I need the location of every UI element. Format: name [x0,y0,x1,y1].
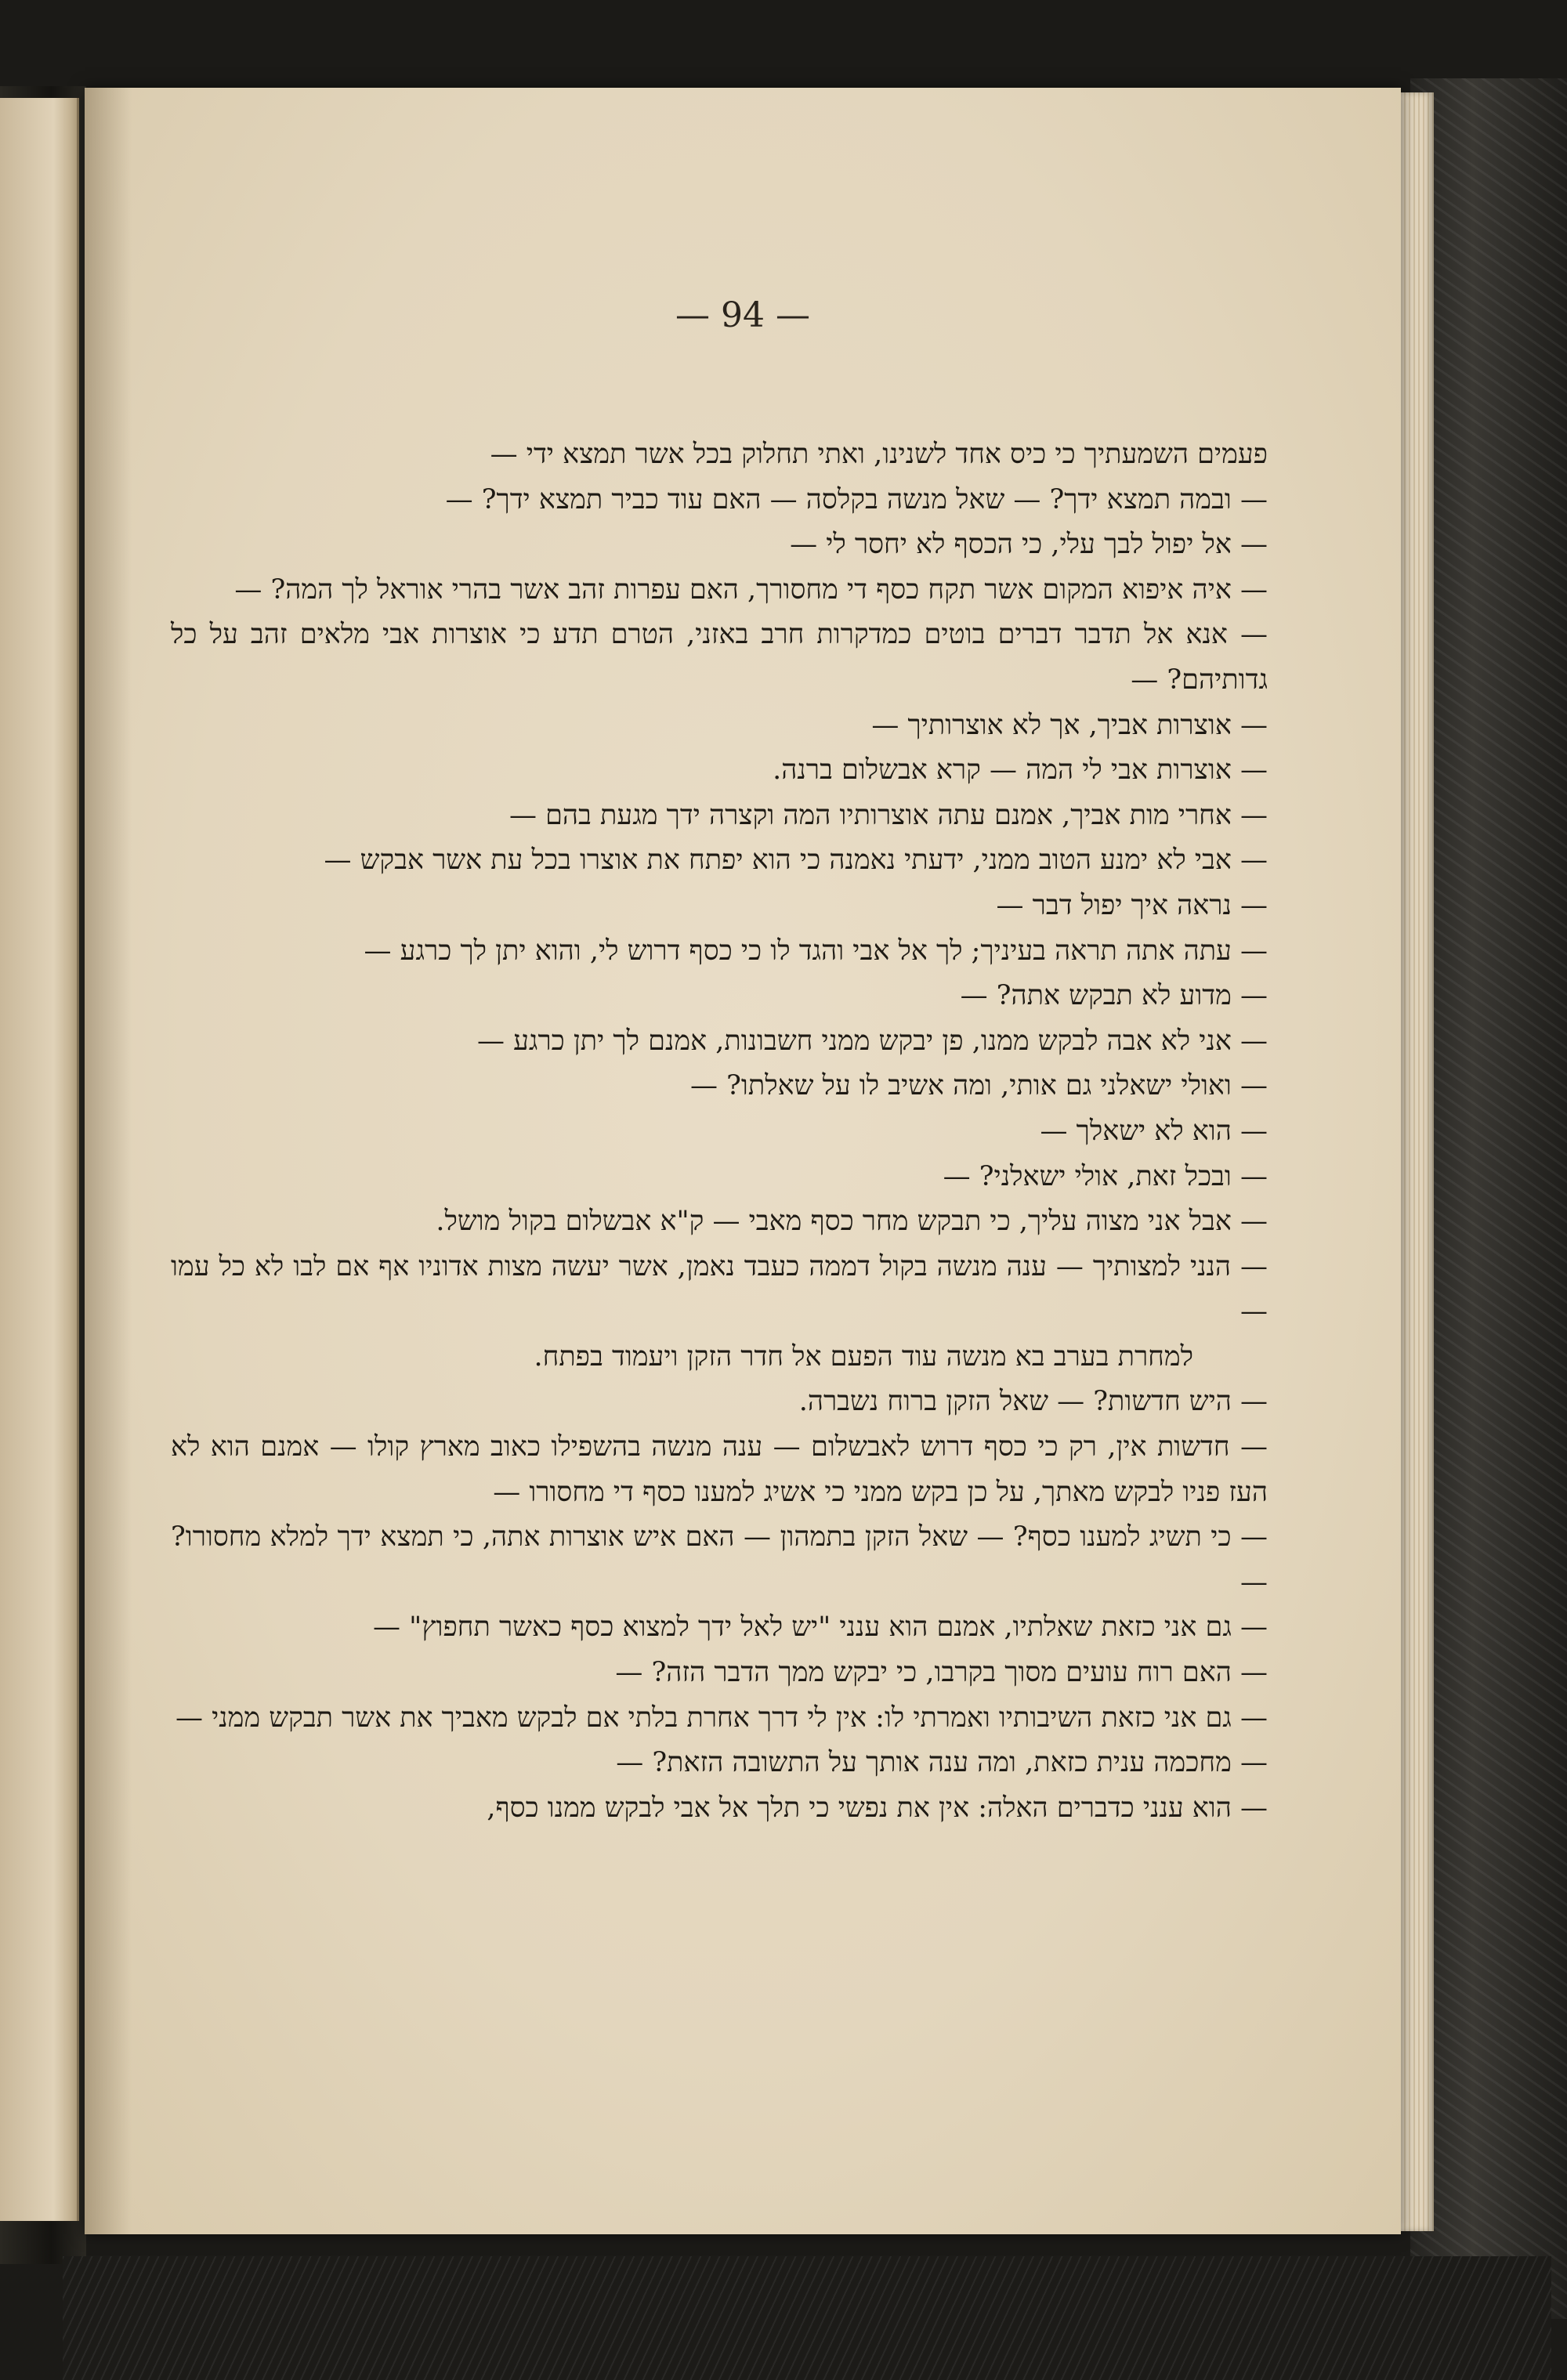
paragraph: — כי תשיג למענו כסף? — שאל הזקן בתמהון — האם איש אוצרות אתה, כי תמצא ידך למלא מחסורו? — [171,1521,1268,1598]
paragraph: — נראה איך יפול דבר — [996,889,1268,921]
paragraph: — האם רוח עועים מסוך בקרבו, כי יבקש ממך הדבר הזה? — [615,1657,1268,1689]
paragraph: — איה איפוא המקום אשר תקח כסף די מחסורך, האם עפרות זהב אשר בהרי אוראל לך המה? — [234,573,1268,606]
paragraph: — ובמה תמצא ידך? — שאל מנשה בקלסה — האם עוד כביר תמצא ידך? — [445,483,1268,515]
gutter-shadow [85,88,132,2234]
paragraph: — מדוע לא תבקש אתה? — [960,980,1268,1012]
paragraph: — הוא ענני כדברים האלה: אין את נפשי כי תלך אל אבי לבקש ממנו כסף, [487,1792,1268,1824]
paragraph: — חדשות אין, רק כי כסף דרוש לאבשלום — ענה מנשה בהשפילו כאוב מארץ קולו — אמנם הוא לא העז פניו לבקש מאתך, על כן בקש ממני כי אשיג למענו כסף די מחסורו — [171,1431,1268,1508]
paragraph: — ואולי ישאלני גם אותי, ומה אשיב לו על שאלתו? — [690,1070,1268,1102]
paragraph: למחרת בערב בא מנשה עוד הפעם אל חדר הזקן ויעמוד בפתח. [534,1340,1193,1373]
paragraph: — מחכמה ענית כזאת, ומה ענה אותך על התשובה הזאת? — [616,1747,1268,1779]
book-page [85,88,1401,2234]
paragraph: פעמים השמעתיך כי כיס אחד לשנינו, ואתי תחלוק בכל אשר תמצא ידי — [490,439,1268,470]
paragraph: — אחרי מות אביך, אמנם עתה אוצרותיו המה וקצרה ידך מגעת בהם — [508,799,1268,831]
paragraph: — אבל אני מצוה עליך, כי תבקש מחר כסף מאבי — ק"א אבשלום בקול מושל. [436,1206,1268,1238]
paragraph: — ובכל זאת, אולי ישאלני? — [943,1160,1268,1192]
paragraph: — אני לא אבה לבקש ממנו, פן יבקש ממני חשבונות, אמנם לך יתן כרגע — [476,1025,1268,1057]
paragraph: — אל יפול לבך עלי, כי הכסף לא יחסר לי — [790,529,1268,561]
book-cover-bottom [63,2256,1551,2380]
paragraph: — גם אני כזאת שאלתיו, אמנם הוא ענני "יש לאל ידך למצוא כסף כאשר תחפוץ" — [373,1611,1268,1644]
previous-page-edge [0,98,79,2221]
paragraph: — אבי לא ימנע הטוב ממני, ידעתי נאמנה כי הוא יפתח את אוצרו בכל עת אשר אבקש — [324,845,1268,877]
page-number: — 94 — [675,295,810,335]
paragraph: — עתה אתה תראה בעיניך; לך אל אבי והגד לו כי כסף דרוש לי, והוא יתן לך כרגע — [364,935,1268,967]
paragraph: — אנא אל תדבר דברים בוטים כמדקרות חרב באזני, הטרם תדע כי אוצרות אבי מלאים זהב על כל גדותיהם? — [171,619,1268,696]
paragraph: — הוא לא ישאלך — [1040,1115,1268,1147]
paragraph: — הנני למצותיך — ענה מנשה בקול דממה כעבד נאמן, אשר יעשה מצות אדוניו אף אם לבו לא כל עמו — [171,1250,1268,1328]
page-text [171,432,1268,1831]
book-cover-right [1410,78,1567,2319]
paragraph: — אוצרות אבי לי המה — קרא אבשלום ברנה. [773,754,1268,787]
paragraph: — אוצרות אביך, אך לא אוצרותיך — [871,709,1268,741]
paragraph: — היש חדשות? — שאל הזקן ברוח נשברה. [798,1386,1268,1418]
paragraph: — גם אני כזאת השיבותיו ואמרתי לו: אין לי דרך אחרת בלתי אם לבקש מאביך את אשר תבקש ממני — [175,1702,1268,1734]
